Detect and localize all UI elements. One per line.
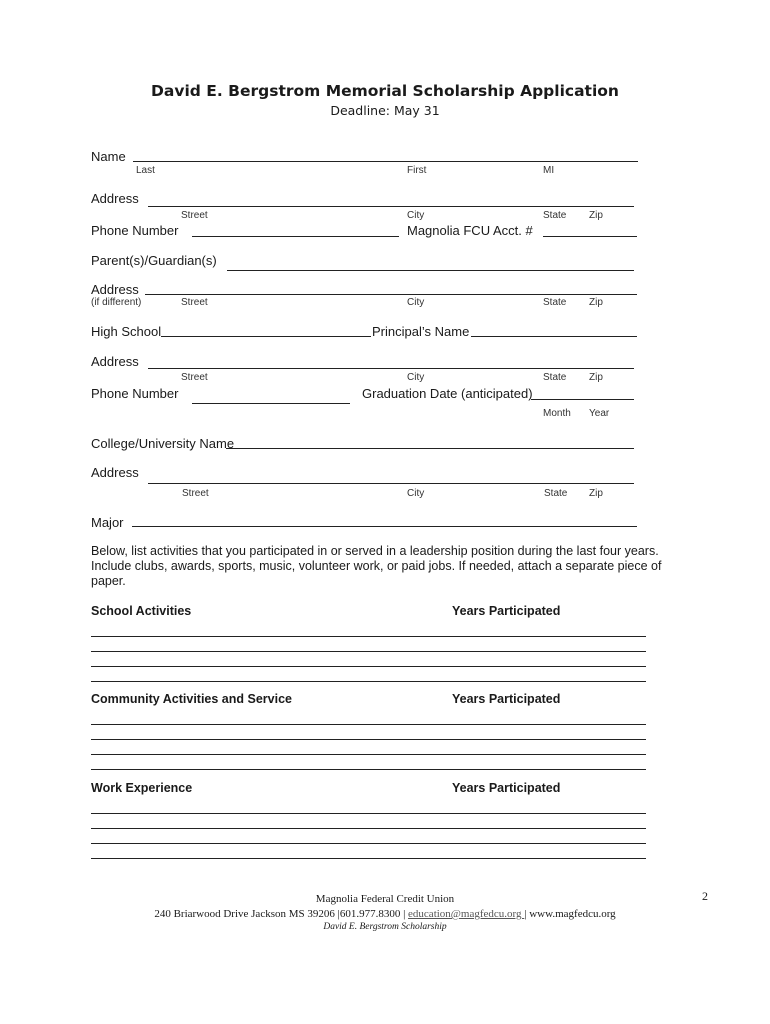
graduation-sub-year: Year bbox=[589, 408, 610, 419]
name-field[interactable] bbox=[133, 161, 638, 162]
name-sub-mi: MI bbox=[543, 165, 555, 176]
graduation-label: Graduation Date (anticipated) bbox=[362, 386, 533, 401]
school-activity-line[interactable] bbox=[91, 651, 646, 652]
footer-address: 240 Briarwood Drive Jackson MS 39206 |601.977.8300 | bbox=[154, 908, 409, 920]
work-experience-line[interactable] bbox=[91, 843, 646, 844]
acct-field[interactable] bbox=[543, 236, 637, 237]
community-activity-line[interactable] bbox=[91, 769, 646, 770]
school-activities-heading: School Activities bbox=[91, 604, 192, 618]
community-activity-line[interactable] bbox=[91, 754, 646, 755]
school-years-heading: Years Participated bbox=[452, 604, 561, 618]
name-sub-last: Last bbox=[136, 165, 155, 176]
footer-site: | www.magfedcu.org bbox=[524, 908, 616, 920]
school-address-label: Address bbox=[91, 354, 139, 369]
instructions: Below, list activities that you participated in or served in a leadership position during the last four years. Include clubs, awards, sports, music, volunteer work, or paid jobs. If needed, attach a separate piece of paper. bbox=[91, 544, 662, 588]
college-address-label: Address bbox=[91, 465, 139, 480]
footer-contact bbox=[0, 908, 770, 920]
address-sub-street: Street bbox=[181, 210, 208, 221]
parent-label: Parent(s)/Guardian(s) bbox=[91, 253, 217, 268]
page-number: 2 bbox=[702, 889, 708, 903]
college-address-sub-zip: Zip bbox=[589, 488, 603, 499]
work-years-heading: Years Participated bbox=[452, 781, 561, 795]
high-school-label: High School bbox=[91, 324, 162, 339]
work-experience-line[interactable] bbox=[91, 813, 646, 814]
work-heading: Work Experience bbox=[91, 781, 193, 795]
parent-address-sub-state: State bbox=[543, 297, 567, 308]
high-school-field[interactable] bbox=[161, 336, 371, 337]
work-experience-line[interactable] bbox=[91, 858, 646, 859]
community-activity-line[interactable] bbox=[91, 739, 646, 740]
parent-address-sub-zip: Zip bbox=[589, 297, 603, 308]
college-address-field[interactable] bbox=[148, 483, 634, 484]
community-years-heading: Years Participated bbox=[452, 692, 561, 706]
work-experience-line[interactable] bbox=[91, 828, 646, 829]
school-phone-field[interactable] bbox=[192, 403, 350, 404]
parent-address-sub-city: City bbox=[407, 297, 425, 308]
phone-label: Phone Number bbox=[91, 223, 179, 238]
address-field[interactable] bbox=[148, 206, 634, 207]
parent-address-sub-street: Street bbox=[181, 297, 208, 308]
parent-address-label: Address bbox=[91, 282, 139, 297]
college-label: College/University Name bbox=[91, 436, 235, 451]
college-address-sub-state: State bbox=[544, 488, 568, 499]
community-activity-line[interactable] bbox=[91, 724, 646, 725]
name-label: Name bbox=[91, 149, 126, 164]
address-sub-state: State bbox=[543, 210, 567, 221]
community-heading: Community Activities and Service bbox=[91, 692, 292, 706]
phone-field[interactable] bbox=[192, 236, 399, 237]
school-activity-line[interactable] bbox=[91, 666, 646, 667]
footer-org: Magnolia Federal Credit Union bbox=[315, 893, 455, 905]
footer-program: David E. Bergstrom Scholarship bbox=[323, 922, 447, 932]
school-activity-line[interactable] bbox=[91, 636, 646, 637]
school-address-sub-city: City bbox=[407, 372, 425, 383]
acct-label: Magnolia FCU Acct. # bbox=[407, 223, 533, 238]
address-sub-city: City bbox=[407, 210, 425, 221]
school-address-field[interactable] bbox=[148, 368, 634, 369]
school-address-sub-state: State bbox=[543, 372, 567, 383]
college-field[interactable] bbox=[226, 448, 634, 449]
college-address-sub-city: City bbox=[407, 488, 425, 499]
parent-address-note: (if different) bbox=[91, 297, 142, 308]
address-sub-zip: Zip bbox=[589, 210, 603, 221]
major-field[interactable] bbox=[132, 526, 637, 527]
graduation-sub-month: Month bbox=[543, 408, 571, 419]
parent-field[interactable] bbox=[227, 270, 634, 271]
parent-address-field[interactable] bbox=[145, 294, 637, 295]
form-title: David E. Bergstrom Memorial Scholarship Application bbox=[151, 82, 619, 100]
name-sub-first: First bbox=[407, 165, 427, 176]
graduation-field[interactable] bbox=[531, 399, 634, 400]
principal-label: Principal’s Name bbox=[372, 324, 470, 339]
address-label: Address bbox=[91, 191, 139, 206]
school-activity-line[interactable] bbox=[91, 681, 646, 682]
deadline: Deadline: May 31 bbox=[330, 103, 440, 118]
principal-field[interactable] bbox=[471, 336, 637, 337]
school-phone-label: Phone Number bbox=[91, 386, 179, 401]
school-address-sub-street: Street bbox=[181, 372, 208, 383]
footer-email-link[interactable]: education@magfedcu.org bbox=[408, 908, 525, 920]
school-address-sub-zip: Zip bbox=[589, 372, 603, 383]
college-address-sub-street: Street bbox=[182, 488, 209, 499]
major-label: Major bbox=[91, 515, 124, 530]
